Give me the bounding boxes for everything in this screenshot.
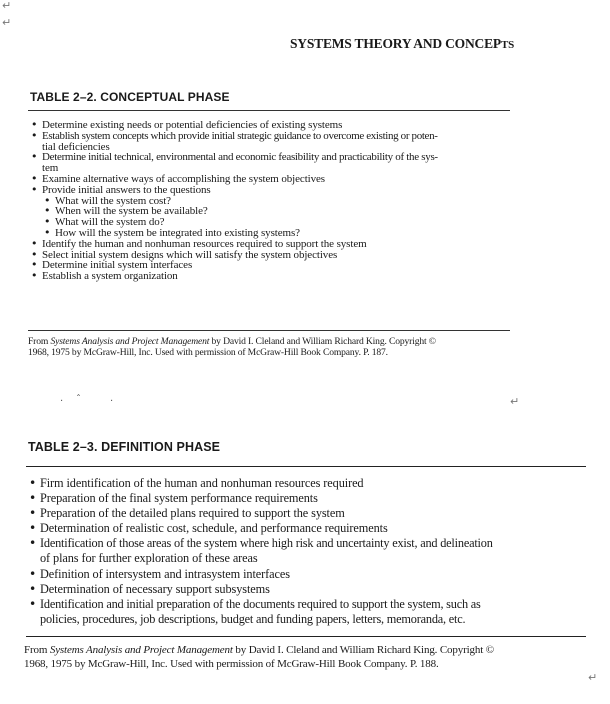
list-item: • What will the system do? xyxy=(42,217,438,228)
page-header-title xyxy=(200,36,514,52)
page-header-title-main: SYSTEMS THEORY AND CONCEP xyxy=(289,36,501,51)
table-2-2-source-note xyxy=(28,336,436,358)
table-2-2-source-line-2: 1968, 1975 by McGraw-Hill, Inc. Used with permission of McGraw-Hill Book Company. P. 187. xyxy=(28,347,388,358)
table-2-3-source-note xyxy=(24,643,494,671)
list-item: • Identification and initial preparation of the documents required to support the system, such as policies, procedures, job descriptions, budget and funding papers, letters, memoranda, etc. xyxy=(40,597,493,627)
table-2-2-title: TABLE 2–2. CONCEPTUAL PHASE xyxy=(30,90,230,104)
table-2-3-item-list xyxy=(40,476,493,627)
table-2-3-source-book-title: Systems Analysis and Project Management xyxy=(49,644,233,656)
list-item: • Determine initial technical, environmental and economic feasibility and practicability of the sys- tem xyxy=(42,152,438,174)
table-2-2-item-list xyxy=(42,120,438,282)
list-item: • How will the system be integrated into existing systems? xyxy=(42,228,438,239)
list-item: • Identification of those areas of the system where high risk and uncertainty exist, and delineation of plans for further exploration of these areas xyxy=(40,536,493,566)
table-2-2-source-line-1: From Systems Analysis and Project Management by David I. Cleland and William Richard King. Copyright © xyxy=(28,336,436,347)
scan-smudge: ˆ xyxy=(76,394,81,405)
paragraph-mark-3: ↵ xyxy=(510,395,520,408)
list-item: • Determination of realistic cost, schedule, and performance requirements xyxy=(40,521,493,536)
list-item: • Examine alternative ways of accomplishing the system objectives xyxy=(42,174,438,185)
list-item: • Firm identification of the human and nonhuman resources required xyxy=(40,476,493,491)
table-2-3-title: TABLE 2–3. DEFINITION PHASE xyxy=(28,440,221,454)
list-item: • Determination of necessary support subsystems xyxy=(40,582,493,597)
table-2-2-bottom-rule xyxy=(28,330,510,331)
list-item: • Definition of intersystem and intrasystem interfaces xyxy=(40,567,493,582)
table-2-2-source-book-title: Systems Analysis and Project Management xyxy=(50,336,210,347)
list-item: • Determine existing needs or potential deficiencies of existing systems xyxy=(42,120,438,131)
table-2-3-top-rule xyxy=(26,466,586,467)
list-item: • Preparation of the detailed plans required to support the system xyxy=(40,506,493,521)
list-item: • Establish system concepts which provide initial strategic guidance to overcome existing or poten- tial deficiencies xyxy=(42,131,438,153)
list-item: • Preparation of the final system performance requirements xyxy=(40,491,493,506)
list-item: • Provide initial answers to the questions xyxy=(42,185,438,196)
page-header-title-tail: TS xyxy=(500,39,514,51)
table-2-3-source-line-2: 1968, 1975 by McGraw-Hill, Inc. Used with permission of McGraw-Hill Book Company. P. 188. xyxy=(24,658,439,670)
table-2-2-top-rule xyxy=(28,110,510,111)
list-item: • Select initial system designs which will satisfy the system objectives xyxy=(42,250,438,261)
scan-smudge: · xyxy=(110,396,114,407)
table-2-3-source-line-1: From Systems Analysis and Project Management by David I. Cleland and William Richard King. Copyright © xyxy=(24,644,494,656)
list-item: • What will the system cost? xyxy=(42,196,438,207)
paragraph-mark-1: ↵ xyxy=(2,0,12,12)
list-item: • Determine initial system interfaces xyxy=(42,260,438,271)
paragraph-mark-2: ↵ xyxy=(2,16,12,29)
paragraph-mark-4: ↵ xyxy=(588,671,598,684)
list-item: • Identify the human and nonhuman resources required to support the system xyxy=(42,239,438,250)
list-item: • When will the system be available? xyxy=(42,206,438,217)
table-2-3-bottom-rule xyxy=(26,636,586,637)
scan-smudge: · xyxy=(60,396,64,407)
list-item: • Establish a system organization xyxy=(42,271,438,282)
